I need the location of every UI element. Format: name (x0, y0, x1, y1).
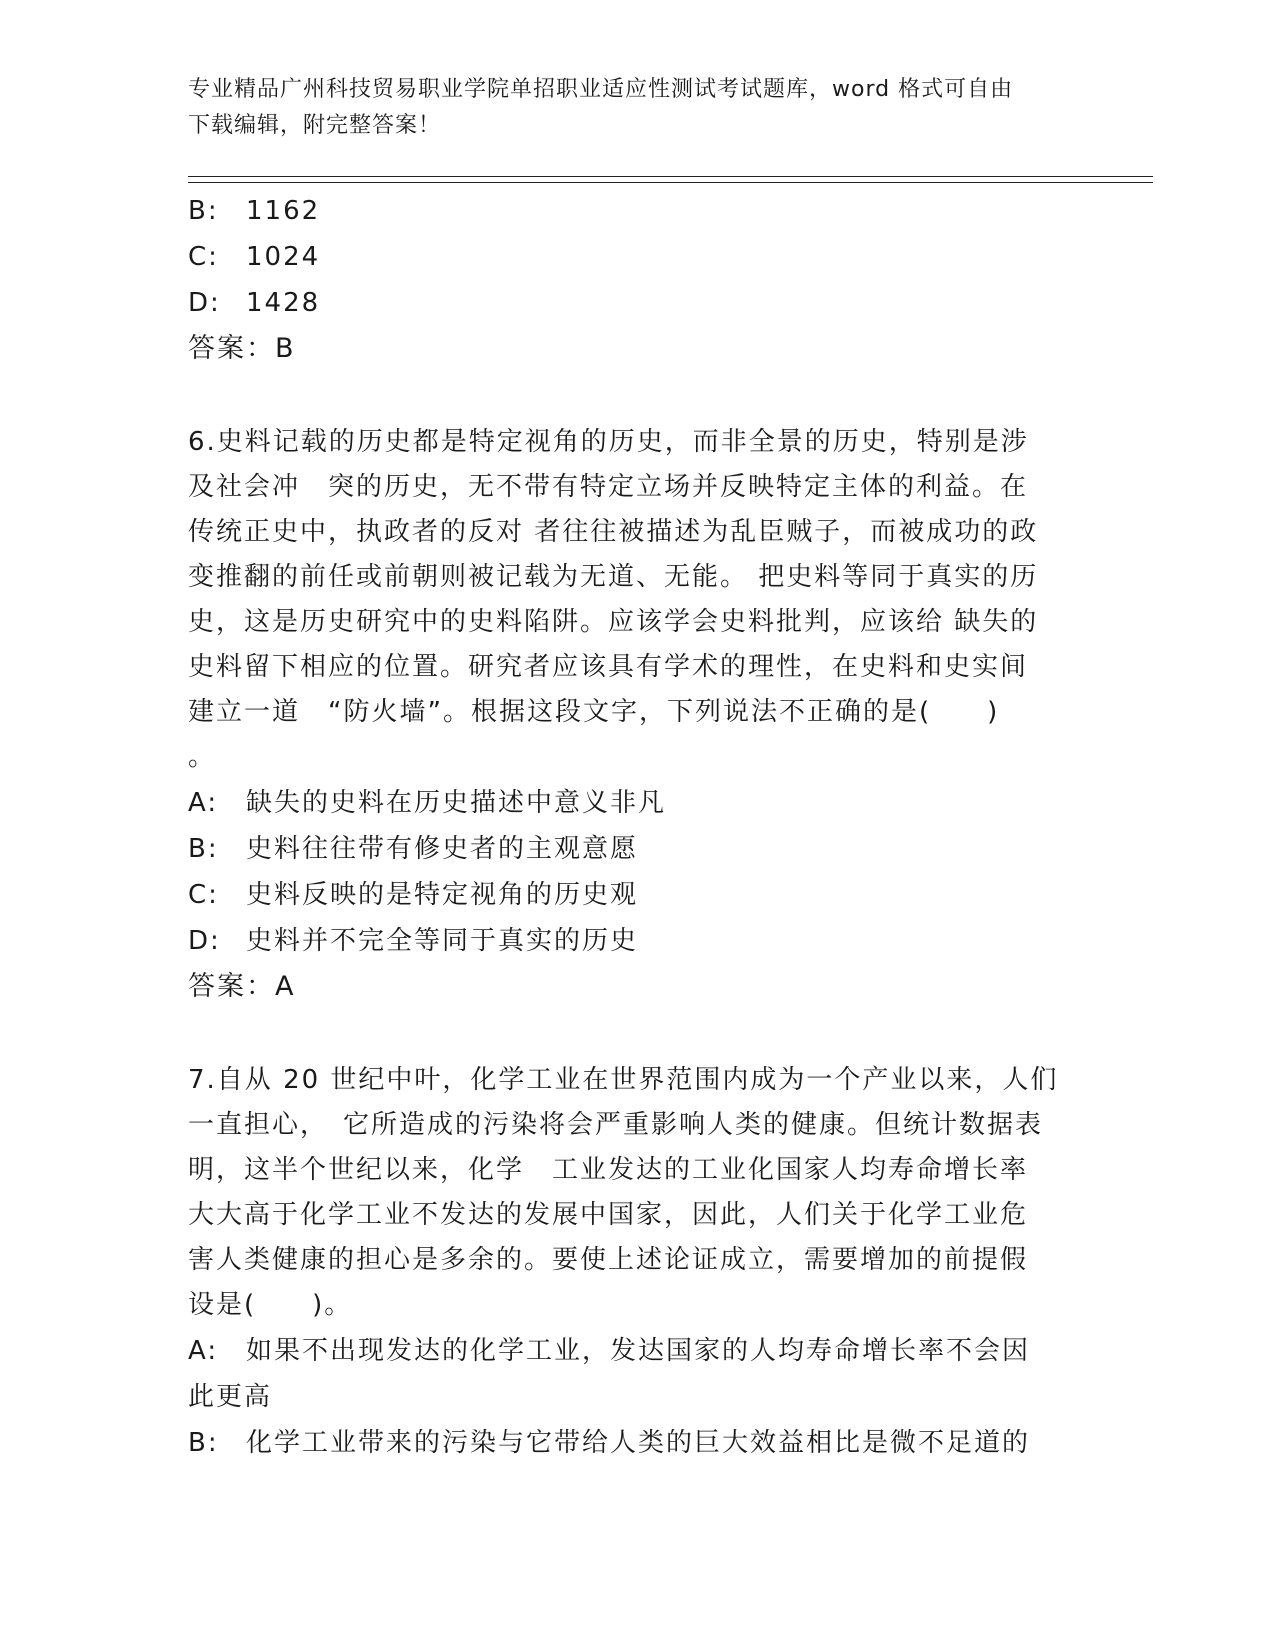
header-line-1: 专业精品广州科技贸易职业学院单招职业适应性测试考试题库，word 格式可自由 (188, 77, 1014, 102)
option-d: D: 史料并不完全等同于真实的历史 (188, 926, 639, 956)
page-header (188, 72, 1068, 144)
answer-line: 答案：B (188, 333, 296, 364)
option-a-continued: 此更高 (188, 1382, 273, 1412)
header-divider-top (188, 176, 1153, 177)
answer-line: 答案：A (188, 971, 296, 1002)
document-body (188, 188, 1088, 1466)
question-7-stem: 7.自从 20 世纪中叶，化学工业在世界范围内成为一个产业以来，人们 一直担心， 它所造成的污染将会严重影响人类的健康。但统计数据表 明，这半个世纪以来，化学 工业发达的工业化国家人均寿命增长率 大大高于化学工业不发达的发展中国家，因此，人们关于化学工业危 害人类健康的担心是多余的。要使上述论证成立，需要增加的前提假 设是( )。 (188, 1065, 1059, 1320)
header-divider-bottom (188, 182, 1153, 183)
question-6-options (188, 780, 1088, 964)
question-7-options (188, 1328, 1088, 1466)
option-b: B: 史料往往带有修史者的主观意愿 (188, 834, 639, 864)
header-line-2: 下载编辑，附完整答案！ (188, 113, 442, 138)
question-6-stem: 6.史料记载的历史都是特定视角的历史，而非全景的历史，特别是涉 及社会冲 突的历史，无不带有特定立场并反映特定主体的利益。在 传统正史中，执政者的反对 者往往被描述为乱臣贼子，而被成功的政 变推翻的前任或前朝则被记载为无道、无能。 把史料等同于真实的历 史，这是历史研究中的史料陷阱。应该学会史料批判，应该给 缺失的 史料留下相应的位置。研究者应该具有学术的理性，在史料和史实间 建立一道 “防火墙”。根据这段文字，下列说法不正确的是( ) 。 (188, 427, 1039, 772)
option-c: C: 1024 (188, 242, 321, 272)
option-a: A: 如果不出现发达的化学工业，发达国家的人均寿命增长率不会因 (188, 1336, 1031, 1366)
option-d: D: 1428 (188, 288, 321, 318)
prev-question-options (188, 188, 1088, 326)
option-b: B: 化学工业带来的污染与它带给人类的巨大效益相比是微不足道的 (188, 1428, 1031, 1458)
option-a: A: 缺失的史料在历史描述中意义非凡 (188, 788, 667, 818)
option-c: C: 史料反映的是特定视角的历史观 (188, 880, 639, 910)
option-b: B: 1162 (188, 196, 321, 226)
